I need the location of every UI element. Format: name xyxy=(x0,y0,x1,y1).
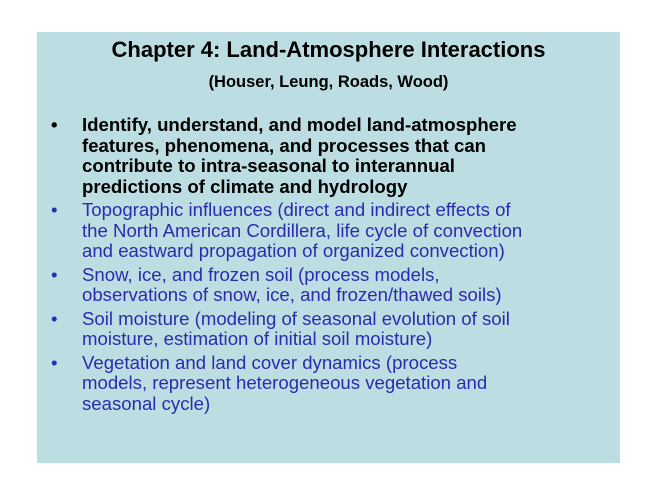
bullet-line: moisture, estimation of initial soil moisture) xyxy=(82,328,433,349)
bullet-line: the North American Cordillera, life cycle of convection xyxy=(82,219,523,241)
bullet-line: models, represent heterogeneous vegetation and xyxy=(82,372,488,393)
bullet-item-vegetation xyxy=(51,353,616,415)
bullet-icon: • xyxy=(51,263,58,285)
bullet-list xyxy=(51,115,616,417)
bullet-line: contribute to intra-seasonal to interannual xyxy=(82,155,455,176)
bullet-item-topographic xyxy=(51,200,616,262)
bullet-line: seasonal cycle) xyxy=(82,392,211,414)
slide-subtitle: (Houser, Leung, Roads, Wood) xyxy=(208,73,449,91)
bullet-icon: • xyxy=(51,199,58,220)
bullet-line: predictions of climate and hydrology xyxy=(82,175,408,197)
bullet-item-soil-moisture xyxy=(51,309,616,350)
slide-title: Chapter 4: Land-Atmosphere Interactions xyxy=(111,37,546,62)
bullet-line: Snow, ice, and frozen soil (process models, xyxy=(82,263,440,285)
bullet-line: Topographic influences (direct and indirect effects of xyxy=(82,199,511,220)
bullet-icon: • xyxy=(51,114,58,135)
bullet-icon: • xyxy=(51,307,58,329)
bullet-item-objective xyxy=(51,115,616,197)
slide-panel xyxy=(37,32,620,463)
bullet-line: features, phenomena, and processes that can xyxy=(82,134,487,156)
bullet-line: Soil moisture (modeling of seasonal evolution of soil xyxy=(82,307,510,329)
bullet-line: observations of snow, ice, and frozen/thawed soils) xyxy=(82,284,502,305)
bullet-line: Vegetation and land cover dynamics (process xyxy=(82,351,458,373)
bullet-line: and eastward propagation of organized convection) xyxy=(82,240,505,261)
bullet-icon: • xyxy=(51,351,58,373)
bullet-line: Identify, understand, and model land-atmosphere xyxy=(82,114,517,135)
bullet-item-snow-ice xyxy=(51,265,616,306)
